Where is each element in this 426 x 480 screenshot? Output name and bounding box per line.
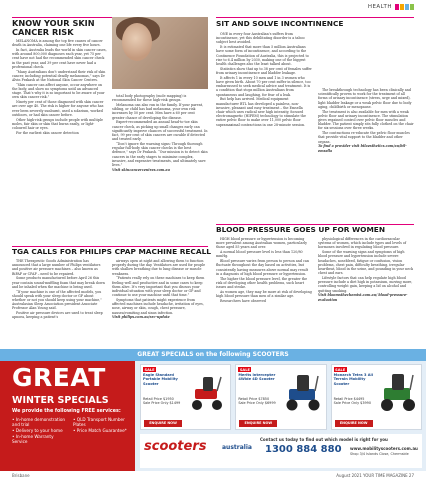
color-bar bbox=[410, 4, 414, 10]
article-web-link[interactable]: Visit bloomsthechemist.com.au/ blood-pressure-evaluation bbox=[318, 293, 408, 302]
article-divider bbox=[216, 17, 414, 18]
paragraph: “Don’t ignore the warning signs: Through thorough regular full-body skin cancer checks is the best defence,” says Dr Prakash. “Our mission is to detect skin cancers in the early stages to minimise complex, invasive, and expensive treatments, and ultimately save lives.” bbox=[112, 142, 208, 168]
product-price: Retail Price $4495 Sale Price Only $3990 bbox=[333, 397, 371, 406]
contact-text: Contact us today to find out which model is right for you bbox=[260, 437, 388, 442]
paragraph: A normal blood pressure level is less than 120/80 mmHg. bbox=[216, 250, 303, 259]
blood-pressure-col-2 bbox=[318, 237, 414, 347]
product-list bbox=[140, 364, 422, 430]
paragraph: Symptoms that patients might experience from affected machines include headache, irritation of eyes, nose, airway or skin, cough, chest pressure, nausea/vomiting and sinus infection. bbox=[112, 298, 204, 315]
title-line-1: KNOW YOUR SKIN bbox=[12, 18, 95, 28]
product-name: Merits Intercepter 4Wide 4D Scooter bbox=[238, 373, 276, 382]
paragraph: Researchers have observed bbox=[220, 298, 267, 303]
service-item: • Delivery to your home bbox=[12, 428, 63, 433]
sale-badge: SALE bbox=[335, 367, 346, 372]
service-item: • QLD Transport Number Plates bbox=[73, 417, 125, 427]
scooter-icon bbox=[187, 371, 227, 415]
article-title-blood-pressure: BLOOD PRESSURE GOES UP FOR WOMEN bbox=[216, 225, 386, 234]
service-item: • In-home Warranty Service bbox=[12, 434, 54, 444]
color-bar bbox=[395, 4, 399, 10]
article-title-cpap: TGA CALLS FOR PHILIPS CPAP MACHINE RECALL bbox=[12, 247, 211, 256]
continence-col-2 bbox=[318, 88, 414, 222]
ad-services-list bbox=[12, 417, 130, 444]
footer-region: Brisbane bbox=[12, 473, 30, 478]
enquire-button[interactable]: ENQUIRE NOW bbox=[144, 420, 182, 427]
product-name: Eagle Standard Portable Mobility Scooter bbox=[143, 373, 178, 386]
skin-cancer-col-2 bbox=[112, 94, 208, 244]
article-title-continence: SIT AND SOLVE INCONTINENCE bbox=[216, 19, 344, 28]
paragraph: Some products manufactured before April 26 this year contain sound-muffling foam that may break down and be inhaled when the machine is being used. bbox=[12, 276, 105, 289]
paragraph: “Patients really rely on these machines to keep them feeling well and productive and in some cases to keep them alive. It’s very important that you discuss your individual situation with your sleep doctor or GP and continue to use your machine until that time.” bbox=[112, 276, 205, 298]
paragraph: HIGH blood pressure or hypertension is becoming more prevalent among Australian women, particularly those aged 55 years and over. bbox=[216, 237, 307, 250]
sale-badge: SALE bbox=[144, 367, 155, 372]
paragraph: The higher the blood pressure level, the greater the risk of developing other health problems, such heart issues and stroke. bbox=[216, 276, 308, 290]
paragraph: It is estimated that more than 5 million Australians have some form of incontinence, and according to the Continence Foundation of Australia, this is projected to rise to 6.4 million by 2030, making one of the biggest health challenges also the least talked about. bbox=[216, 45, 309, 67]
paragraph: airways open at night and allowing them to function properly during the day. Ventilators are used for people with shallow breathing due to lung disease or muscle weakness. bbox=[112, 259, 206, 276]
photo-face bbox=[122, 23, 152, 61]
paragraph: THE Therapeutic Goods Administration has announced that a large number of Philips ventilators and positive air pressure machines – also known as BiPAP or CPAP – need to be repaired. bbox=[12, 259, 101, 276]
paragraph: For the earliest skin cancer detection bbox=[16, 130, 79, 135]
paragraph: Some of the warning signs and symptoms of high blood pressure and hypertension include severe headaches, nosebleed, fatigue or confusion, vision problems, chest pain, difficulty breathing, irregular heartbeat, blood in the urine, and pounding in your neck chest and ears. bbox=[318, 250, 414, 276]
ad-services-heading: We provide the following FREE services: bbox=[12, 409, 121, 414]
ad-banner bbox=[0, 349, 426, 361]
product-price: Retail Price $7850 Sale Price Only $6999 bbox=[238, 397, 276, 406]
article-web-link[interactable]: Visit skincancercentres.com.au bbox=[112, 167, 170, 172]
brand-logo: scooters bbox=[144, 439, 207, 454]
paragraph: “Skin cancer can affect anyone, occur anywhere on the body, and show no symptoms until an advanced stage. That’s why it is so important to be aware of your own skin cancer risk.” bbox=[12, 82, 105, 100]
website-link[interactable]: www.mobilityscooters.com.au bbox=[350, 446, 418, 451]
paragraph: It affects 1 in every 10 men and 1 in 3 women who have given birth. About 70 per cent suffer in silence, too embarrassed to seek medical advice and treatment. It is a condition that stops million Australians from spontaneous and laughing, for fear of a leak. bbox=[216, 75, 311, 97]
article-web-link[interactable]: Visit philips.com.au/src-update bbox=[112, 315, 170, 320]
skin-cancer-col-1 bbox=[12, 39, 107, 245]
blood-pressure-col-1 bbox=[216, 237, 312, 347]
paragraph: Expert-recommended an annual head-to-toe skin cancer check, as picking up small changes early can significantly improve chances of successful treatment. In fact, 99 per cent of skin cancers are curable if detected and treated early. bbox=[112, 120, 208, 142]
ad-banner-text: GREAT SPECIALS on the following SCOOTERS bbox=[137, 351, 289, 358]
phone-number[interactable]: 1300 884 880 bbox=[265, 444, 342, 455]
sale-badge: SALE bbox=[239, 367, 250, 372]
product-card[interactable] bbox=[331, 364, 422, 430]
color-bar bbox=[405, 4, 409, 10]
color-bar bbox=[400, 4, 404, 10]
paragraph: Ninety per cent of those diagnosed with skin cancer are over age 40. The risk is higher for anyone who has ever been severely sunburnt, used a solarium, worked outdoors, or had skin cancer before. bbox=[12, 100, 104, 117]
section-label: HEALTH bbox=[367, 4, 392, 10]
product-card[interactable] bbox=[140, 364, 231, 430]
footer-issue: August 2021 YOUR TIME MAGAZINE 27 bbox=[336, 473, 414, 478]
paragraph: “Many Australians don’t understand their risk of skin cancer, including potential deadly melanomas,” says Dr Alvin Prakash at the National Skin Cancer Centres. bbox=[12, 69, 106, 83]
paragraph: Melanoma can also run in the family. If your parent, sibling, or child has had melanoma, your own risk increases by 50 per cent. Men have a 60 per cent greater chance of developing the disease. bbox=[112, 103, 204, 120]
paragraph: total body photography (mole mapping) is recommended for these high-risk groups. bbox=[112, 94, 187, 103]
scooter-icon bbox=[283, 371, 323, 415]
paragraph: As women age, they may be more at risk of developing high blood pressure than men of a similar age. bbox=[216, 289, 312, 299]
paragraph: The treatment is also available for men with a weak pelvic floor and urinary incontinence. The stimulation gives regained control over pelvic floor muscles and bladder. The patient simply sits fully clothed on the chair for six sessions over three weeks. bbox=[318, 109, 414, 131]
paragraph: physiological differences in the cardiovascular systems of women, which include types and levels of hormones involved in regulating blood pressure. bbox=[318, 237, 407, 250]
section-color-bars bbox=[395, 4, 414, 10]
continence-col-1 bbox=[216, 32, 312, 222]
article-web-link[interactable]: To find a provider visit btlaesthetics.com/au/btl-emsella bbox=[318, 144, 407, 153]
paragraph: Lifestyle factors that can help regulate high blood pressure include a diet high in potassium, moving more, controlling weight gain, keeping a lid on alcohol and quitting smoking. bbox=[318, 276, 413, 293]
paragraph: “If your machine is one of the affected models, you should speak with your sleep doctor or GP about whether or not you should keep using your machine,” Australasian Sleep Association president Associate Professor Alan Young said. bbox=[12, 289, 102, 311]
cpap-col-2 bbox=[112, 259, 208, 347]
page-header bbox=[0, 0, 426, 14]
product-name: Monarch Tetra 3 All Terrain Mobility Scooter bbox=[333, 373, 373, 386]
cpap-col-1 bbox=[12, 259, 107, 347]
paragraph: Positive air pressure devices are used to treat sleep apnoea, keeping a patient’s bbox=[12, 311, 103, 320]
scooter-icon bbox=[378, 371, 418, 415]
ad-headline: GREAT bbox=[12, 363, 106, 392]
service-item: • Price Match Guarantee* bbox=[73, 428, 127, 433]
ad-contact-bar bbox=[140, 434, 422, 468]
product-card[interactable] bbox=[235, 364, 326, 430]
brand-logo-suffix: australia bbox=[222, 444, 252, 451]
showroom-address: Shop 3/4 Islands Close, Chermside bbox=[350, 452, 409, 456]
paragraph: The contractions re-educate the pelvic floor muscles that provide vital support to the bladder and other organs. bbox=[318, 131, 410, 144]
paragraph: But help has arrived. Medical equipment manufacturer BTL has developed a painless, non-invasive, pleasant and easy treatment – the Emsella chair which uses radical new high intensity, focused electromagnetic (HIFEM) technology to stimulate the entire pelvic floor to make over 11,000 pelvic floor supramaximal contractions in one 28-minute session. bbox=[216, 97, 306, 127]
enquire-button[interactable]: ENQUIRE NOW bbox=[335, 420, 373, 427]
title-line-2: CANCER RISK bbox=[12, 26, 74, 37]
paragraph: ONE in every four Australian’s suffers from incontinence, yet this debilitating disorder is a taboo subject best avoided. bbox=[216, 32, 305, 45]
scooter-advertisement bbox=[0, 349, 426, 471]
ad-subhead: WINTER SPECIALS bbox=[12, 395, 109, 406]
woman-photo bbox=[112, 17, 208, 89]
paragraph: MELANOMA is among the top five causes of cancer death in Australia, claiming one life every five hours. bbox=[12, 39, 103, 48]
paragraph: In fact, Australia leads the world in skin cancer cases, with around 800,000 diagnoses each year, yet 75 per cent have not had the recommended skin cancer check in the past year, and 39 per cent have never had a professional check. bbox=[12, 48, 107, 69]
paragraph: Other high-risk groups include people with multiple moles, fair skin or skin that burns easily, or light-coloured hair or eyes. bbox=[12, 117, 103, 131]
paragraph: The breakthrough technology has been clinically and scientifically proven to work for the treatment of all forms of urinary incontinence (stress, urge and mixed), light bladder leakage or a weak pelvic floor due to body aging, childbirth or menopause. bbox=[318, 88, 412, 109]
enquire-button[interactable]: ENQUIRE NOW bbox=[239, 420, 277, 427]
product-price: Retail Price $1950 Sale Price Only $1499 bbox=[143, 397, 181, 406]
service-item: • In-home demonstration and trial bbox=[12, 417, 66, 427]
paragraph: Blood pressure varies from person to person and can fluctuate throughout the day based on activities, but consistently having measures above normal may result in a diagnosis of high blood pressure or hypertension. bbox=[216, 259, 309, 276]
paragraph: Statistics show that up to 38 per cent of females suffer from urinary incontinence and bladder leakage. bbox=[216, 66, 312, 76]
